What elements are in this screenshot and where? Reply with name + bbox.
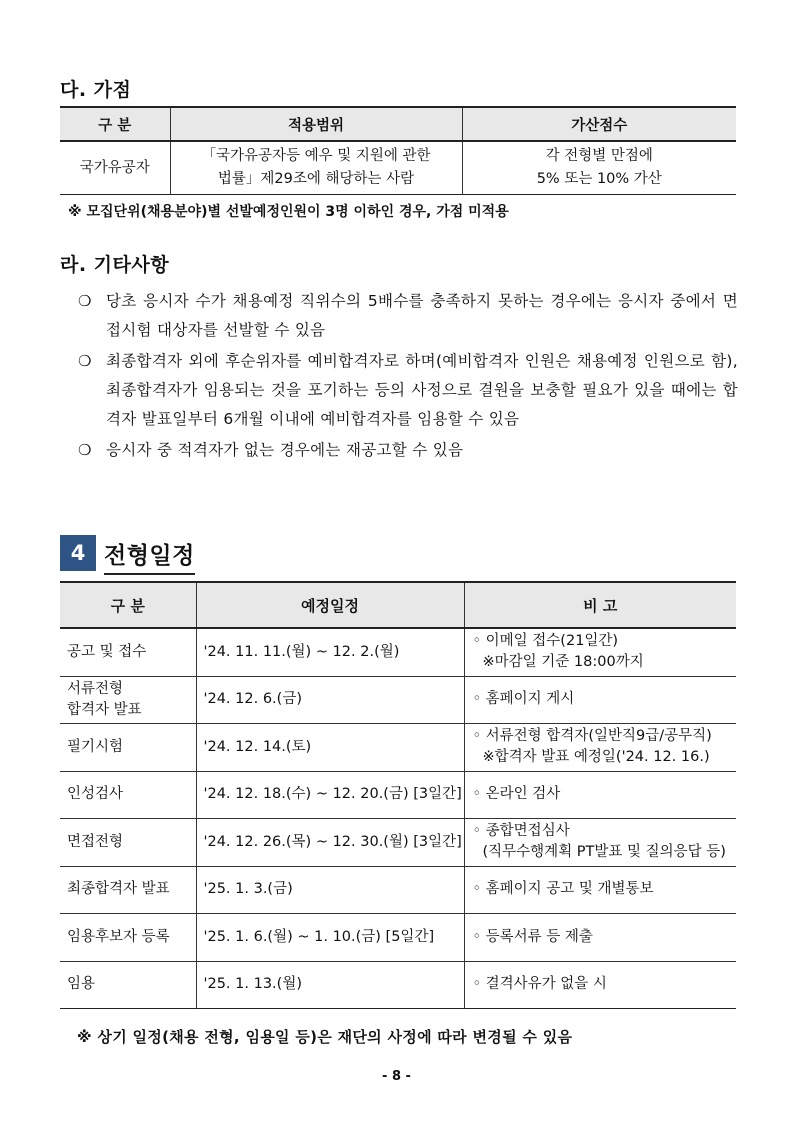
stage-line: 임용	[67, 976, 96, 993]
table-row	[60, 866, 736, 914]
bonus-note: ※ 모집단위(채용분야)별 선발예정인원이 3명 이하인 경우, 가점 미적용	[68, 204, 509, 220]
cell-date: '24. 12. 26.(목) ~ 12. 30.(월) [3일간]	[196, 819, 464, 867]
cell-remark	[464, 724, 736, 772]
scope-line: 「국가유공자등 예우 및 지원에 관한	[201, 148, 431, 164]
circle-bullet-icon: ❍	[78, 352, 92, 370]
cell-remark	[464, 866, 736, 914]
page-number: - 8 -	[382, 1069, 411, 1084]
section-d-heading: 라. 기타사항	[60, 254, 170, 276]
cell-date: '25. 1. 3.(금)	[196, 866, 464, 914]
cell-remark	[464, 628, 736, 676]
cell-category: 국가유공자	[79, 159, 150, 176]
bullet-text: 최종합격자 외에 후순위자를 예비합격자로 하며(예비합격자 인원은 채용예정 인원으로 함), 최종합격자가 임용되는 것을 포기하는 등의 사정으로 결원을 보충할 필요가 있을 때에는 합격자 발표일부터 6개월 이내에 예비합격자를 임용할 수 있음	[106, 352, 738, 428]
header-scope: 적용범위	[170, 107, 462, 141]
header-points: 가산점수	[462, 107, 736, 141]
table-row	[60, 914, 736, 962]
circle-bullet-icon: ❍	[78, 441, 92, 459]
header-category: 구 분	[60, 107, 170, 141]
section-4-title: 전형일정	[104, 537, 195, 575]
section-c-heading: 다. 가점	[60, 79, 132, 101]
remark-line: ※합격자 발표 예정일('24. 12. 16.)	[482, 749, 710, 766]
list-item	[78, 436, 738, 465]
remark-line: ◦ 결격사유가 없을 시	[472, 976, 607, 993]
remark-line: ◦ 종합면접심사	[472, 823, 570, 840]
table-row	[60, 771, 736, 819]
circle-bullet-icon: ❍	[78, 292, 92, 310]
cell-date: '24. 12. 14.(토)	[196, 724, 464, 772]
bonus-points-table	[60, 106, 736, 195]
cell-stage	[60, 961, 196, 1009]
stage-line: 면접전형	[67, 833, 124, 850]
table-header-row	[60, 582, 736, 628]
remark-line: ※마감일 기준 18:00까지	[482, 654, 644, 671]
remark-line: ◦ 이메일 접수(21일간)	[472, 633, 619, 650]
cell-stage	[60, 676, 196, 724]
scope-line: 법률」제29조에 해당하는 사람	[217, 171, 415, 187]
table-row	[60, 724, 736, 772]
list-item	[78, 287, 738, 345]
section-number-badge: 4	[60, 535, 96, 571]
schedule-table	[60, 581, 736, 1009]
remark-line: (직무수행계획 PT발표 및 질의응답 등)	[482, 844, 726, 861]
table-row	[60, 628, 736, 676]
schedule-note: ※ 상기 일정(채용 전형, 임용일 등)은 재단의 사정에 따라 변경될 수 있음	[77, 1028, 573, 1046]
header-remark: 비 고	[464, 582, 736, 628]
cell-date: '24. 11. 11.(월) ~ 12. 2.(월)	[196, 628, 464, 676]
cell-stage	[60, 866, 196, 914]
cell-remark	[464, 961, 736, 1009]
cell-scope	[170, 141, 462, 195]
stage-line: 임용후보자 등록	[67, 928, 170, 945]
cell-date: '25. 1. 6.(월) ~ 1. 10.(금) [5일간]	[196, 914, 464, 962]
cell-stage	[60, 914, 196, 962]
remark-line: ◦ 홈페이지 공고 및 개별통보	[472, 881, 654, 898]
remark-line: ◦ 서류전형 합격자(일반직9급/공무직)	[472, 728, 712, 745]
stage-line: 최종합격자 발표	[67, 881, 170, 898]
cell-date: '24. 12. 18.(수) ~ 12. 20.(금) [3일간]	[196, 771, 464, 819]
cell-points	[462, 141, 736, 195]
cell-stage	[60, 771, 196, 819]
list-item	[78, 347, 738, 434]
cell-remark	[464, 676, 736, 724]
header-date: 예정일정	[196, 582, 464, 628]
table-row	[60, 819, 736, 867]
bullet-text: 응시자 중 적격자가 없는 경우에는 재공고할 수 있음	[106, 441, 464, 459]
cell-stage	[60, 628, 196, 676]
cell-remark	[464, 771, 736, 819]
cell-date: '25. 1. 13.(월)	[196, 961, 464, 1009]
cell-stage	[60, 819, 196, 867]
cell-stage	[60, 724, 196, 772]
points-line: 5% 또는 10% 가산	[536, 171, 662, 187]
stage-line: 인성검사	[67, 786, 124, 803]
stage-line: 필기시험	[67, 738, 124, 755]
other-matters-list	[78, 287, 738, 467]
stage-line: 서류전형	[67, 680, 124, 697]
remark-line: ◦ 등록서류 등 제출	[472, 928, 593, 945]
stage-line: 합격자 발표	[67, 701, 142, 718]
table-row	[60, 676, 736, 724]
stage-line: 공고 및 접수	[67, 643, 147, 660]
remark-line: ◦ 온라인 검사	[472, 786, 561, 803]
table-header-row	[60, 107, 736, 141]
cell-date: '24. 12. 6.(금)	[196, 676, 464, 724]
cell-remark	[464, 914, 736, 962]
bullet-text: 당초 응시자 수가 채용예정 직위수의 5배수를 충족하지 못하는 경우에는 응시자 중에서 면접시험 대상자를 선발할 수 있음	[106, 292, 738, 339]
table-row	[60, 141, 736, 195]
header-stage: 구 분	[60, 582, 196, 628]
table-row	[60, 961, 736, 1009]
remark-line: ◦ 홈페이지 게시	[472, 691, 575, 708]
points-line: 각 전형별 만점에	[545, 148, 653, 164]
cell-remark	[464, 819, 736, 867]
